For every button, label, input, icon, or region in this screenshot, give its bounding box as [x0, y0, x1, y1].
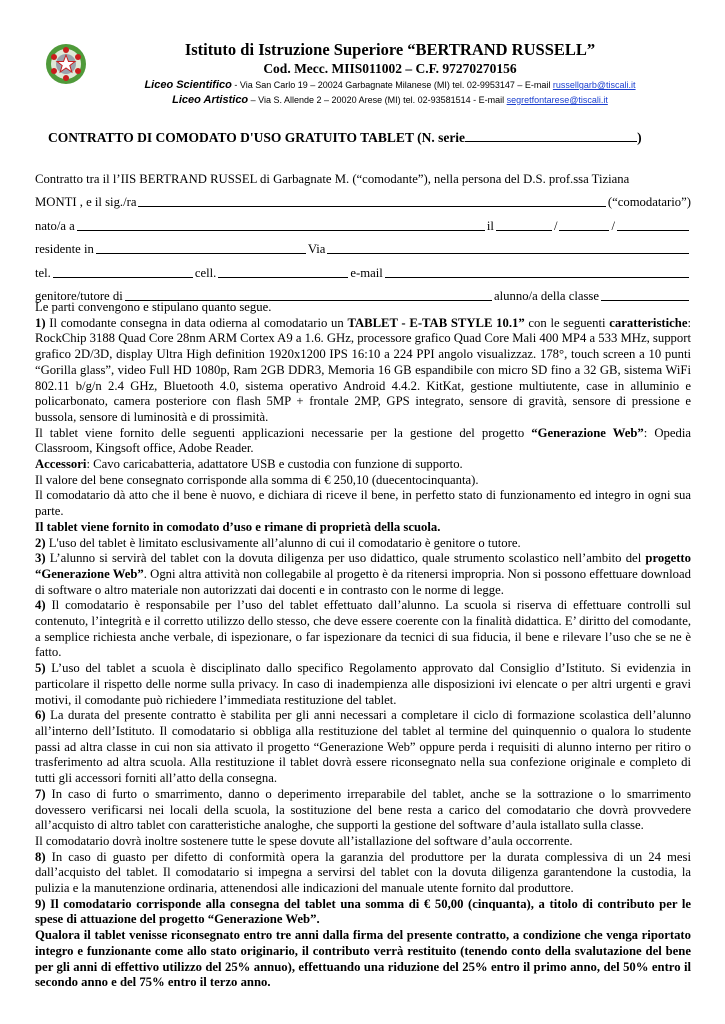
birthdate-label: il — [486, 218, 494, 233]
clause-8 — [35, 850, 691, 897]
clause-number: 3) — [35, 551, 46, 566]
comodatario-label: (“comodatario”) — [607, 195, 691, 209]
form-row-intro — [35, 163, 691, 187]
clause-7-extra: Il comodatario dovrà inoltre sostenere tutte le spese dovute all’istallazione del software d’aula occorrente. — [35, 833, 573, 848]
intro-paragraph: Le parti convengono e stipulano quanto segue. — [35, 300, 272, 314]
italian-republic-emblem-icon — [44, 42, 88, 86]
party-details-form — [35, 163, 691, 304]
contract-title-close: ) — [637, 130, 642, 145]
tablet-model: TABLET - E-TAB STYLE 10.1” — [347, 315, 525, 330]
email-label: e-mail — [350, 265, 383, 280]
clause-4 — [35, 598, 691, 661]
street-label: Via — [307, 242, 326, 256]
guardian-label: genitore/tutore di — [35, 289, 123, 303]
residence-label: residente in — [35, 242, 94, 256]
accessories-list: : Cavo caricabatteria, adattatore USB e custodia con funzione di supporto. — [86, 457, 463, 472]
class-label: alunno/a della classe — [494, 289, 599, 303]
ownership-statement: Il tablet viene fornito in comodato d’uso e rimane di proprietà della scuola. — [35, 519, 441, 534]
condition-paragraph: Il comodatario dà atto che il bene è nuovo, e dichiara di riceve il bene, in perfetto stato di funzionamento ed integro in ogni sua parte. — [35, 488, 691, 519]
clause-number: 1) — [35, 315, 46, 330]
contract-title-text: CONTRATTO DI COMODATO D'USO GRATUITO TABLET (N. serie — [48, 130, 466, 145]
form-row-residence — [35, 234, 691, 258]
form-row-name — [35, 187, 691, 211]
clause-3 — [35, 551, 691, 598]
apps-list: : Opedia Classroom, Kingsoft office, Adobe Reader. — [35, 425, 692, 456]
liceo-scientifico-info — [110, 78, 670, 93]
apps-paragraph — [35, 426, 691, 457]
project-name: “Generazione Web” — [531, 425, 644, 440]
clause-text: In caso di guasto per difetto di conformità opera la garanzia del produttore per la durata complessiva di un 24 mesi dall’acquisto del tablet. Il comodatario si impegna a servirsi del tablet con la dovuta diligenza garantendone la custodia, la pulizia e la manutenzione ordinaria, attenendosi alle indicazioni del manuale utente fornito dal produttore. — [35, 849, 691, 896]
name-label: MONTI , e il sig./ra — [35, 195, 137, 209]
clause-number: 5) — [35, 661, 46, 676]
email-field[interactable] — [385, 264, 689, 278]
clause-number: 8) — [35, 849, 46, 864]
clause-text: Il tablet viene fornito delle seguenti applicazioni necessarie per la gestione del progetto — [35, 425, 532, 440]
birthplace-label: nato/a a — [35, 218, 75, 233]
birth-year-field[interactable] — [617, 217, 689, 231]
accessories-paragraph — [35, 457, 691, 473]
phone-label: tel. — [35, 265, 51, 280]
residence-city-field[interactable] — [96, 240, 306, 254]
tablet-specs: : RockChip 3188 Quad Core 28nm ARM Cortex A9 a 1.6. GHz, processore grafico Quad Core Mali 400 MP4 a 533 MHz, support grafico 2D/3D, display Ultra High definition 1920x1200 IPS 16:10 a 224 PPI angolo visualizzaz. 178°, touch screen a 10 punti “Gorilla glass”, video Full HD 1080p, Ram 2GB DDR3, Memoria 16 GB espandibile con micro SD fino a 32 GB, sistema WiFi 802.11 b/g/n 2.4 GHz, Bluetooth 4.0, sistema operativo Android 4.4.2. KitKat, gestione multiutente, case in alluminio e policarbonato, camera posteriore con flash 5MP + frontale 2MP, GPS integrato, sensore di gravità, sensore di pressione e bussola, sensore di luminosità e di prossimità. — [35, 315, 691, 424]
contract-title — [48, 129, 688, 146]
liceo-artistico-address: – Via S. Allende 2 – 20020 Arese (MI) tel. 02-93581514 - E-mail — [248, 95, 507, 105]
clause-text: con le seguenti — [524, 315, 610, 330]
clause-text: L’uso del tablet a scuola è disciplinato dallo specifico Regolamento approvato dal Consiglio d’Istituto. Si evidenzia in particolare il rispetto delle norme sulla privacy. In caso di inadempienza alle disposizioni ivi elencate o per altri urgenti e gravi motivi, il comodante può richiedere l’immediata restituzione del tablet. — [35, 661, 691, 707]
school-code: Cod. Mecc. MIIS011002 – C.F. 97270270156 — [263, 61, 517, 76]
comodatario-name-field[interactable] — [138, 193, 605, 207]
letterhead — [110, 40, 670, 108]
project-name: progetto “Generazione Web” — [35, 551, 691, 581]
clause-text: L'uso del tablet è limitato esclusivamente all’alunno di cui il comodatario è genitore o tutore. — [45, 535, 521, 550]
street-field[interactable] — [327, 240, 689, 254]
liceo-scientifico-name: Liceo Scientifico — [144, 79, 232, 91]
mobile-label: cell. — [194, 265, 217, 280]
liceo-scientifico-address: - Via San Carlo 19 – 20024 Garbagnate Milanese (MI) tel. 02-9953147 – E-mail — [231, 80, 553, 90]
serial-number-field[interactable] — [465, 129, 637, 142]
date-separator: / — [553, 218, 558, 233]
clause-number: 2) — [35, 535, 46, 550]
contract-intro-text: Contratto tra il l’IIS BERTRAND RUSSEL di Garbagnate M. (“comodante”), nella persona del D.S. prof.ssa Tiziana — [35, 171, 630, 186]
birth-month-field[interactable] — [559, 217, 609, 231]
clause-2 — [35, 536, 691, 552]
refund-conditions: Qualora il tablet venisse riconsegnato entro tre anni dalla firma del presente contratto, a condizione che venga riportato integro e funzionante come allo stato originario, il contributo verrà restituito (tenendo conto della svalutazione del bene per gli anni di effettivo utilizzo del 25% annuo), effettuando una riduzione del 25% entro il primo anno, del 50% entro il secondo anno e del 75% entro il terzo anno. — [35, 928, 691, 990]
clause-text: La durata del presente contratto è stabilita per gli anni necessari a completare il ciclo di formazione scolastica dell’alunno all’interno dell’Istituto. Il comodatario si obbliga alla restituzione del tablet al termine del quinquennio o qualora lo studente passi ad altra classe in cui non sia attivato il progetto “Generazione Web” oppure perda i requisiti di alunno interno per ritiro o trasferimento ad altra scuola. Alla restituzione il tablet dovrà essere riconsegnato nella sua confezione originale e completo di tutti gli accessori forniti all’atto della consegna. — [35, 708, 691, 786]
clause-5 — [35, 661, 691, 708]
liceo-artistico-email-link[interactable]: segretfontarese@tiscali.it — [506, 95, 608, 105]
clause-text: In caso di furto o smarrimento, danno o deperimento irreparabile del tablet, anche se la sottrazione o lo smarrimento dovessero verificarsi nei locali della scuola, la sostituzione del bene resta a carico del comodatario che dovrà provvedere all’acquisto di altro tablet con caratteristiche analoghe, che supporti la gestione del software d’aula istallato sulla classe. — [35, 786, 691, 833]
clause-7 — [35, 787, 691, 834]
phone-field[interactable] — [53, 264, 193, 278]
liceo-artistico-info — [110, 93, 670, 108]
features-label: caratteristiche — [609, 315, 688, 330]
form-row-contacts — [35, 257, 691, 281]
mobile-field[interactable] — [218, 264, 348, 278]
birth-day-field[interactable] — [496, 217, 552, 231]
date-separator: / — [611, 218, 615, 233]
clause-text: L’alunno si servirà del tablet con la dovuta diligenza per uso didattico, quale strumento scolastico nell’ambito del — [45, 551, 646, 566]
contract-body — [35, 300, 691, 991]
clause-text: . Ogni altra attività non collegabile al progetto è da ritenersi impropria. Non si possono effettuare download di software o altro materiale non autorizzati dai docenti e in contrasto con le norme di legge. — [35, 566, 691, 597]
clause-text: Il comodatario è responsabile per l’uso del tablet effettuato dall’alunno. La scuola si riserva di effettuare controlli sul contenuto, l’integrità e il corretto utilizzo dello stesso, che deve essere coerente con la finalità didattica. E’ diritto del comodante, a semplice richiesta anche verbale, di ispezionare, o far ispezionare da tecnici di sua fiducia, il bene e rilevare l’uso che se ne è fatto. — [35, 598, 691, 660]
clause-9: 9) Il comodatario corrisponde alla consegna del tablet una somma di € 50,00 (cinquanta), a titolo di contributo per le spese di attuazione del progetto “Generazione Web”. — [35, 896, 691, 927]
clause-text: Il comodante consegna in data odierna al comodatario un — [45, 315, 348, 330]
school-name: Istituto di Istruzione Superiore “BERTRAND RUSSELL” — [184, 40, 596, 59]
student-name-field[interactable] — [125, 287, 492, 301]
clause-number: 6) — [35, 708, 46, 723]
form-row-birth — [35, 210, 691, 234]
clause-1 — [35, 316, 691, 426]
birthplace-field[interactable] — [77, 217, 485, 231]
value-paragraph: Il valore del bene consegnato corrisponde alla somma di € 250,10 (duecentocinquanta). — [35, 472, 479, 487]
class-field[interactable] — [601, 287, 689, 301]
liceo-artistico-name: Liceo Artistico — [172, 94, 249, 106]
clause-number: 7) — [35, 786, 46, 801]
clause-number: 4) — [35, 598, 46, 613]
liceo-scientifico-email-link[interactable]: russellgarb@tiscali.it — [552, 80, 636, 90]
accessories-label: Accessori — [35, 457, 87, 472]
clause-6 — [35, 708, 691, 787]
